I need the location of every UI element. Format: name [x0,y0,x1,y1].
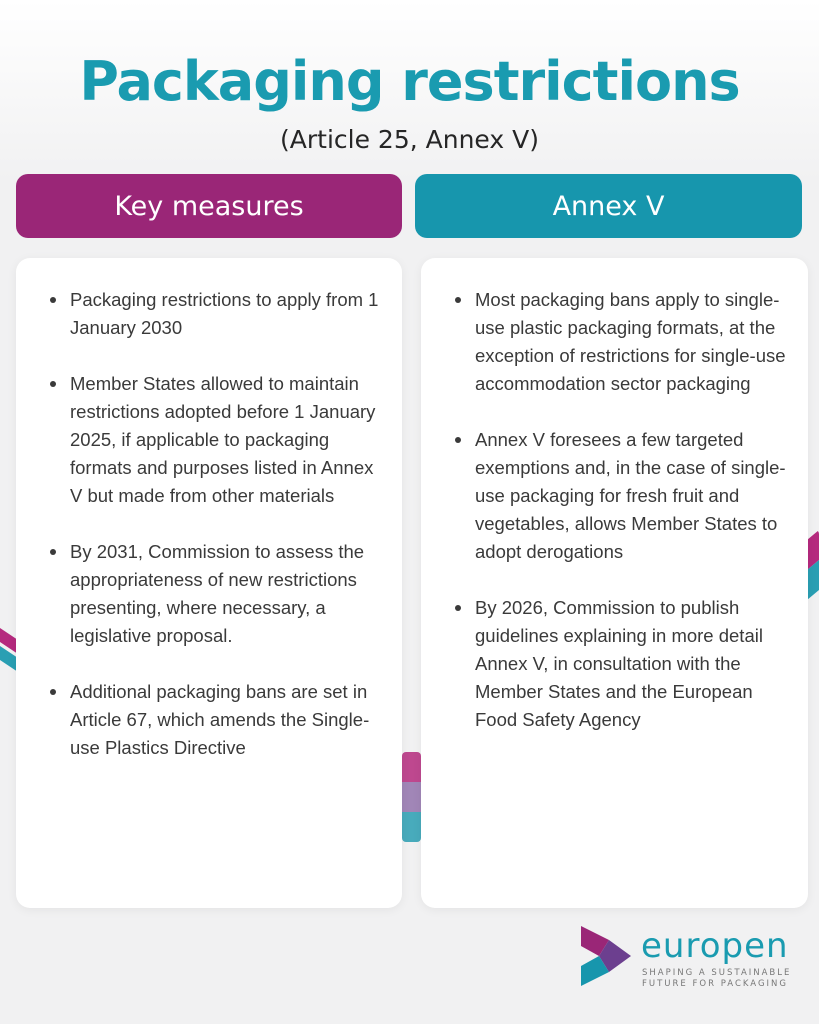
annex-v-list [421,258,808,734]
list-item: Additional packaging bans are set in Article 67, which amends the Single-use Plastics Directive [50,678,384,762]
europen-logo-icon [579,924,633,988]
logo-wordmark: europen [641,926,789,966]
list-item: Annex V foresees a few targeted exemptions and, in the case of single-use packaging for fresh fruit and vegetables, allows Member States to adopt derogations [455,426,790,566]
list-item: Packaging restrictions to apply from 1 January 2030 [50,286,384,342]
key-measures-list [16,258,402,762]
europen-logo [579,924,799,994]
list-item: Member States allowed to maintain restrictions adopted before 1 January 2025, if applicable to packaging formats and purposes listed in Annex V but made from other materials [50,370,384,510]
right-decorative-streak [807,530,819,610]
list-item: By 2031, Commission to assess the appropriateness of new restrictions presenting, where necessary, a legislative proposal. [50,538,384,650]
page-subtitle: (Article 25, Annex V) [280,125,539,154]
annex-v-card [421,258,808,908]
middle-decorative-streak [402,752,421,842]
page-title: Packaging restrictions [79,50,740,113]
list-item: Most packaging bans apply to single-use plastic packaging formats, at the exception of restrictions for single-use accommodation sector packaging [455,286,790,398]
logo-tagline: SHAPING A SUSTAINABLE FUTURE FOR PACKAGING [642,968,792,989]
key-measures-header: Key measures [16,174,402,238]
annex-v-header: Annex V [415,174,802,238]
list-item: By 2026, Commission to publish guidelines explaining in more detail Annex V, in consultation with the Member States and the European Food Safety Agency [455,594,790,734]
key-measures-card [16,258,402,908]
